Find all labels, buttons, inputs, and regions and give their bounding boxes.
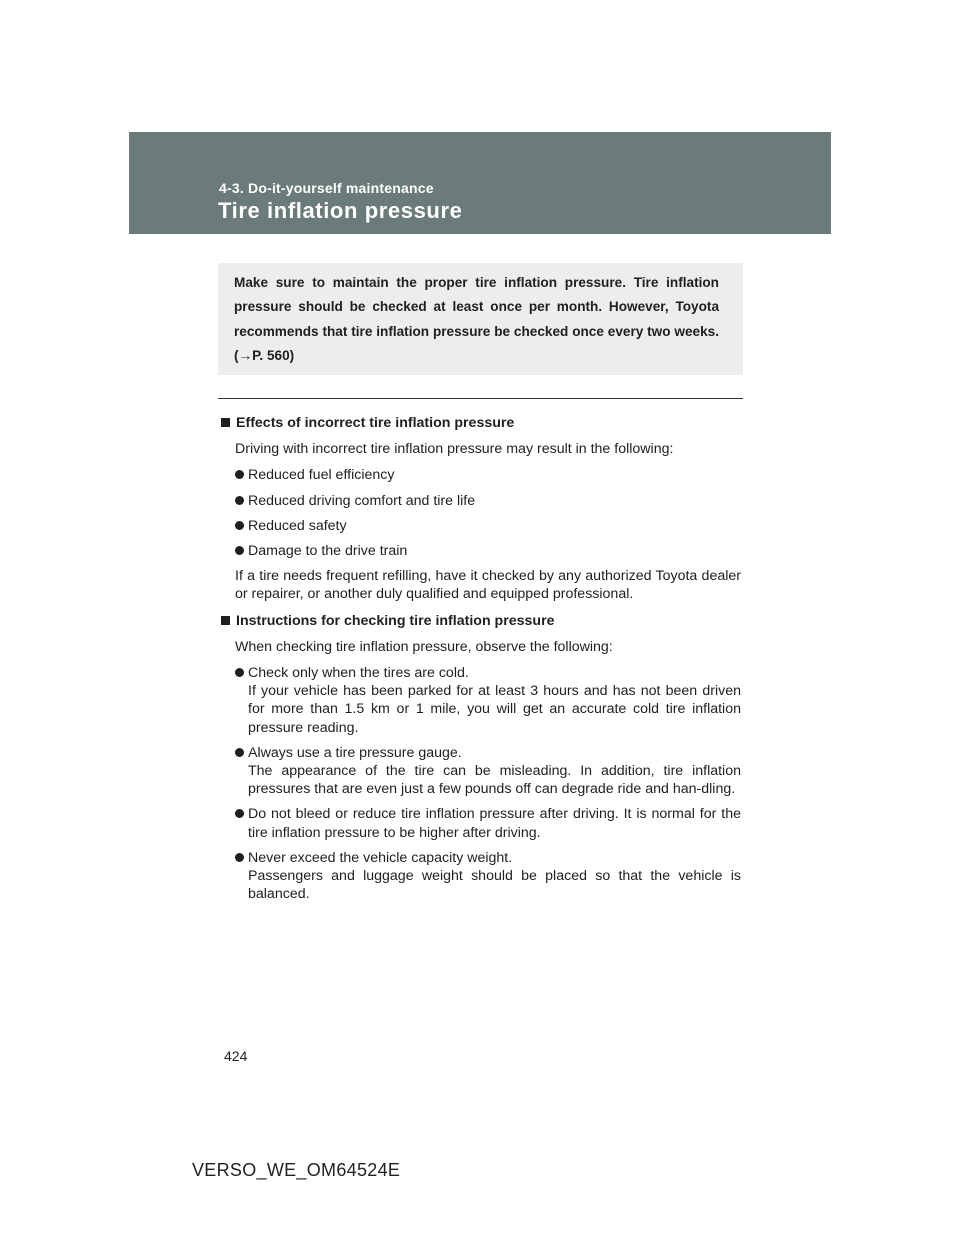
list-item-text: Reduced safety — [248, 517, 347, 534]
list-item-detail: The appearance of the tire can be misleading. In addition, tire inflation pressures that are even just a few pounds off can degrade ride and han-dling. — [248, 763, 741, 798]
divider — [218, 398, 743, 399]
bullet-dot-icon — [235, 853, 244, 862]
intro-box — [218, 263, 743, 375]
list-item — [221, 664, 741, 737]
list-item-text: Never exceed the vehicle capacity weight. — [248, 849, 513, 866]
instructions-lead: When checking tire inflation pressure, observe the following: — [235, 638, 613, 655]
list-item — [221, 517, 741, 535]
list-item-text: Reduced driving comfort and tire life — [248, 492, 476, 509]
list-item-text: Reduced fuel efficiency — [248, 467, 395, 484]
effects-lead: Driving with incorrect tire inflation pressure may result in the following: — [235, 441, 674, 458]
subheading-text: Instructions for checking tire inflation pressure — [236, 612, 555, 629]
bullet-dot-icon — [235, 809, 244, 818]
square-bullet-icon — [221, 418, 230, 427]
list-item — [221, 542, 741, 560]
effects-closing: If a tire needs frequent refilling, have it checked by any authorized Toyota dealer or repairer, or another duly qualified and equipped professional. — [235, 568, 741, 603]
section-label: 4-3. Do-it-yourself maintenance — [219, 180, 434, 196]
bullet-dot-icon — [235, 496, 244, 505]
list-item-detail: Passengers and luggage weight should be placed so that the vehicle is balanced. — [248, 868, 741, 903]
list-item-text: Do not bleed or reduce tire inflation pressure after driving. It is normal for the tire inflation pressure to be higher after driving. — [248, 806, 741, 841]
subheading-instructions — [221, 612, 741, 630]
page-title: Tire inflation pressure — [218, 198, 463, 223]
bullet-dot-icon — [235, 470, 244, 479]
list-item — [221, 466, 741, 484]
document-code: VERSO_WE_OM64524E — [192, 1160, 401, 1180]
main-content — [221, 414, 741, 910]
bullet-dot-icon — [235, 748, 244, 757]
list-item-text: Check only when the tires are cold. — [248, 665, 469, 682]
list-item — [221, 805, 741, 841]
bullet-dot-icon — [235, 546, 244, 555]
square-bullet-icon — [221, 616, 230, 625]
list-item-text: Damage to the drive train — [248, 543, 408, 560]
list-item-text: Always use a tire pressure gauge. — [248, 744, 462, 761]
list-item — [221, 849, 741, 904]
subheading-text: Effects of incorrect tire inflation pressure — [236, 415, 515, 431]
subheading-effects — [221, 414, 741, 432]
bullet-dot-icon — [235, 521, 244, 530]
intro-text: Make sure to maintain the proper tire inflation pressure. Tire inflation pressure should be checked at least once per month. However, Toyota recommends that tire inflation pressure be checked once every two weeks. (→P. 560) — [234, 275, 719, 363]
list-item-detail: If your vehicle has been parked for at least 3 hours and has not been driven for more than 1.5 km or 1 mile, you will get an accurate cold tire inflation pressure reading. — [248, 683, 741, 736]
bullet-dot-icon — [235, 668, 244, 677]
section-header — [129, 132, 831, 234]
list-item — [221, 744, 741, 799]
page-number: 424 — [224, 1048, 248, 1064]
list-item — [221, 492, 741, 510]
